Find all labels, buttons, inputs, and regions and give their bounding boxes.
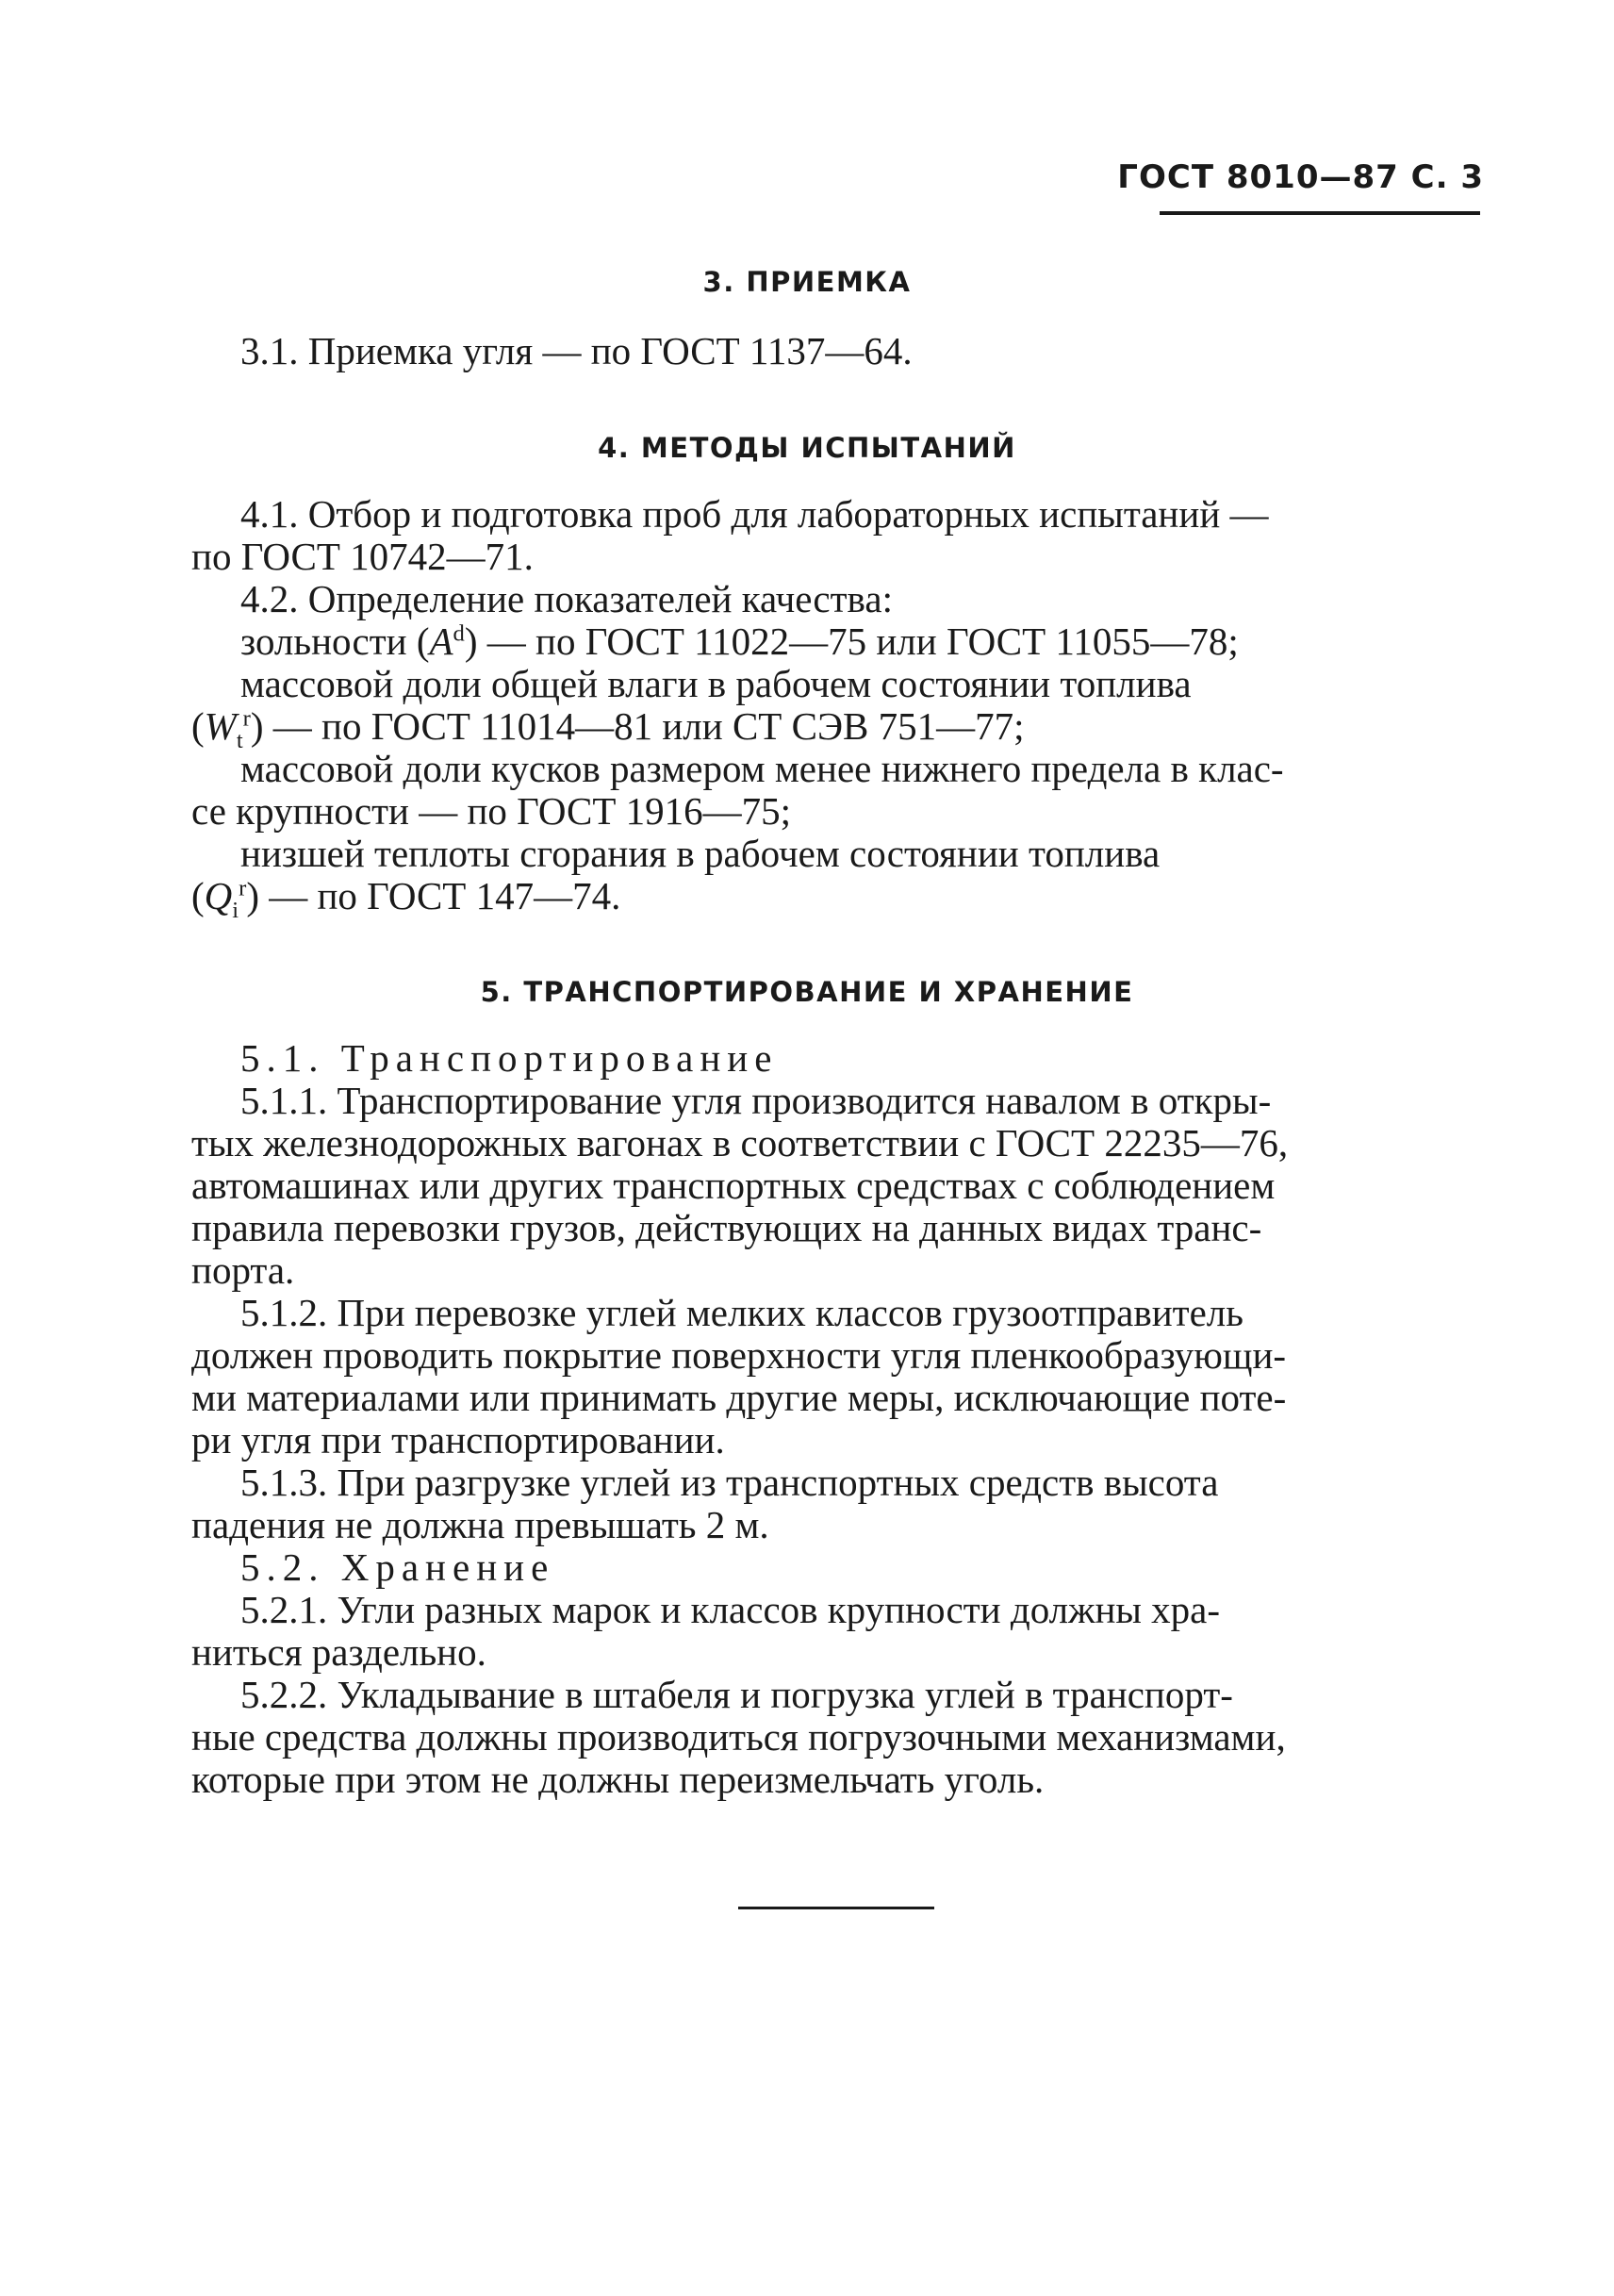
clause-4-1-line-2: по ГОСТ 10742—71. [191,535,534,578]
ash-content-line [191,620,1479,663]
ash-prefix: зольности ( [240,619,430,663]
clause-5-2-1-line: 5.2.1. Угли разных марок и классов крупности должны хра- [240,1588,1221,1631]
moisture-line-1: массовой доли общей влаги в рабочем состоянии топлива [240,662,1192,705]
clause-5-1-2-line: ми материалами или принимать другие меры, исключающие поте- [191,1376,1287,1419]
heat-symbol: Q [204,874,233,917]
section-4-title: 4. МЕТОДЫ ИСПЫТАНИЙ [598,432,1016,464]
clause-5-1-1-line: 5.1.1. Транспортирование угля производится навалом в откры- [240,1079,1272,1122]
clause-5-1-3-line: 5.1.3. При разгрузке углей из транспортных средств высота [240,1461,1219,1504]
clause-5-1-2-line: должен проводить покрытие поверхности угля пленкообразующи- [191,1333,1287,1377]
clause-5-2-2-line: 5.2.2. Укладывание в штабеля и погрузка углей в транспорт- [240,1673,1233,1716]
section-4-body [191,492,1479,924]
clause-5-2-1-line: ниться раздельно. [191,1630,486,1674]
clause-5-1-1-line: автомашинах или других транспортных средствах с соблюдением [191,1164,1276,1207]
clause-4-2: 4.2. Определение показателей качества: [240,577,893,620]
heat-suffix: ) — по ГОСТ 147—74. [246,874,621,917]
section-5-title: 5. ТРАНСПОРТИРОВАНИЕ И ХРАНЕНИЕ [480,976,1134,1008]
clause-5-2-2-line: которые при этом не должны переизмельчать уголь. [191,1758,1045,1801]
clause-3-1: 3.1. Приемка угля — по ГОСТ 1137—64. [240,329,913,372]
ash-symbol: A [429,619,453,663]
section-3-body [191,330,1479,372]
subsection-5-1-heading: 5.1. Транспортирование [240,1036,779,1080]
moisture-line-2 [191,704,1479,754]
moisture-symbol: W [204,704,237,748]
moisture-suffix: ) — по ГОСТ 11014—81 или СТ СЭВ 751—77; [250,704,1025,748]
clause-5-1-1-line: порта. [191,1248,295,1292]
heat-line-1: низшей теплоты сгорания в рабочем состоянии топлива [240,832,1161,875]
moisture-superscript: r [242,705,251,732]
ash-superscript: d [453,620,465,647]
ash-suffix: ) — по ГОСТ 11022—75 или ГОСТ 11055—78; [464,619,1239,663]
clause-5-1-3-line: падения не должна превышать 2 м. [191,1503,769,1546]
moisture-subscript: t [236,728,243,754]
pieces-line-2: се крупности — по ГОСТ 1916—75; [191,789,792,833]
moisture-open-paren: ( [191,704,205,748]
heat-open-paren: ( [191,874,205,917]
clause-5-1-2-line: ри угля при транспортировании. [191,1418,725,1462]
heat-line-2 [191,874,1479,924]
clause-5-2-2-line: ные средства должны производиться погрузочными механизмами, [191,1715,1286,1759]
header-underline [1160,211,1480,215]
heat-superscript: r [239,875,247,901]
page-header: ГОСТ 8010—87 С. 3 [1117,158,1484,196]
clause-5-1-1-line: правила перевозки грузов, действующих на данных видах транс- [191,1206,1262,1249]
subsection-5-2-heading: 5.2. Хранение [240,1545,555,1589]
clause-5-1-1-line: тых железнодорожных вагонах в соответствии с ГОСТ 22235—76, [191,1121,1289,1165]
clause-5-1-2-line: 5.1.2. При перевозке углей мелких классов грузоотправитель [240,1291,1243,1334]
heat-subscript: i [232,898,239,924]
section-5-body [191,1037,1479,1801]
section-3-title: 3. ПРИЕМКА [702,266,912,298]
clause-4-1-line-1: 4.1. Отбор и подготовка проб для лабораторных испытаний — [240,492,1269,536]
end-of-text-rule [738,1907,934,1909]
pieces-line-1: массовой доли кусков размером менее нижнего предела в клас- [240,747,1284,790]
